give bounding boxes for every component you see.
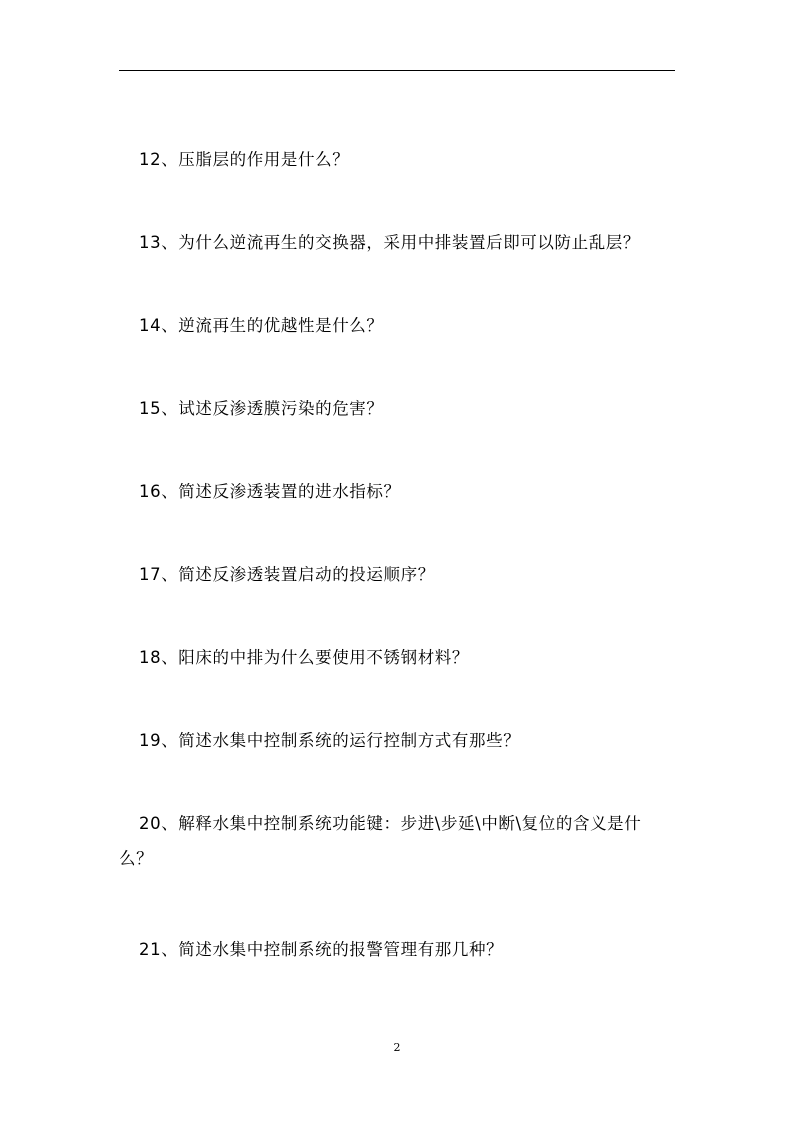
question-12: 12、压脂层的作用是什么？ — [139, 150, 350, 169]
question-18: 18、阳床的中排为什么要使用不锈钢材料？ — [139, 648, 469, 667]
header-rule — [119, 70, 675, 71]
question-16: 16、简述反渗透装置的进水指标？ — [139, 482, 401, 501]
question-19: 19、简述水集中控制系统的运行控制方式有那些？ — [139, 731, 521, 750]
question-14: 14、逆流再生的优越性是什么？ — [139, 316, 384, 335]
question-13: 13、为什么逆流再生的交换器，采用中排装置后即可以防止乱层？ — [139, 233, 640, 252]
question-20: 20、解释水集中控制系统功能键：步进\步延\中断\复位的含义是什么？ — [119, 814, 642, 868]
page-number: 2 — [393, 1041, 401, 1054]
question-21: 21、简述水集中控制系统的报警管理有那几种？ — [139, 940, 504, 959]
question-15: 15、试述反渗透膜污染的危害？ — [139, 399, 384, 418]
question-17: 17、简述反渗透装置启动的投运顺序？ — [139, 565, 435, 584]
